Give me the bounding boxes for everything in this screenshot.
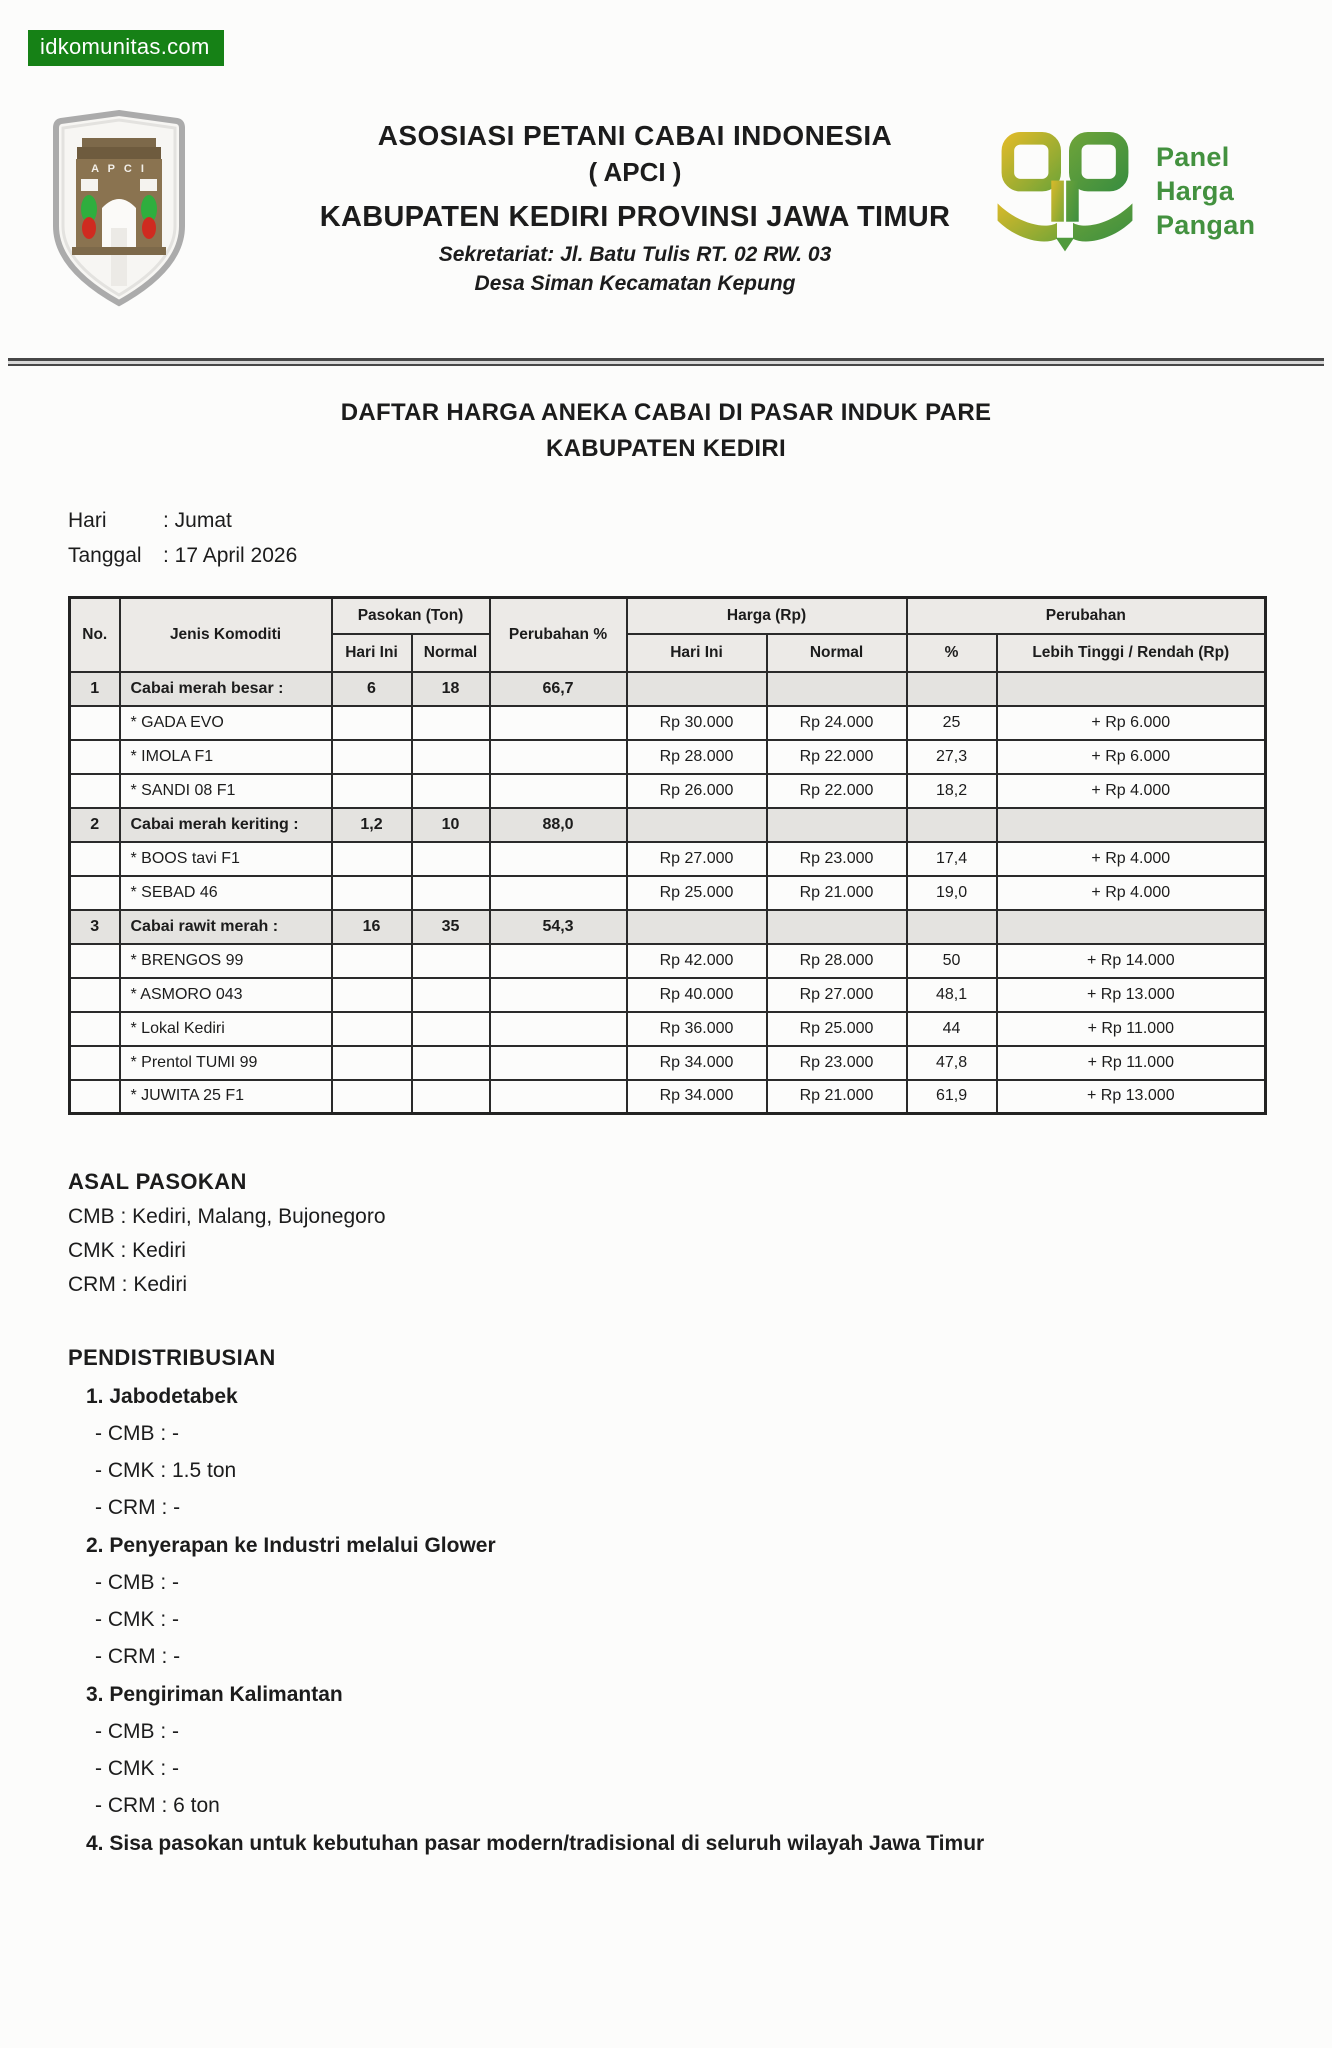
commodity-row [70, 740, 1266, 774]
cell-perubahan-pct [490, 1046, 627, 1080]
cell-perubahan-pct [490, 842, 627, 876]
secretariat-address-line1: Sekretariat: Jl. Batu Tulis RT. 02 RW. 03 [438, 243, 832, 266]
cell-perubahan-pct [490, 774, 627, 808]
cell-pct: 27,3 [907, 740, 997, 774]
cell-pasokan-normal: 10 [412, 808, 490, 842]
cell-pct: 19,0 [907, 876, 997, 910]
cell-harga-normal [767, 672, 907, 706]
cell-harga-hari-ini: Rp 25.000 [627, 876, 767, 910]
cell-harga-hari-ini: Rp 36.000 [627, 1012, 767, 1046]
cell-perubahan-pct [490, 944, 627, 978]
cell-harga-hari-ini: Rp 30.000 [627, 706, 767, 740]
header-pasokan-group: Pasokan (Ton) [332, 598, 490, 634]
header-divider-rule [8, 358, 1324, 366]
meta-date-value: : 17 April 2026 [163, 544, 298, 567]
cell-pasokan-normal [412, 842, 490, 876]
cell-harga-normal: Rp 24.000 [767, 706, 907, 740]
document-body [0, 385, 1332, 1856]
cell-perubahan-pct [490, 1012, 627, 1046]
cell-selisih: + Rp 13.000 [997, 978, 1266, 1012]
cell-pct: 50 [907, 944, 997, 978]
header-pasokan-hari-ini: Hari Ini [332, 634, 412, 672]
cell-komoditi: Cabai merah besar : [120, 672, 332, 706]
pendistribusian-list [68, 1385, 1332, 1856]
pendistribusian-sub-line: - CMK : 1.5 ton [95, 1459, 237, 1482]
meta-date-row [68, 544, 1332, 568]
org-name-line2: ( APCI ) [588, 157, 682, 187]
cell-pct: 47,8 [907, 1046, 997, 1080]
cell-pasokan-hari-ini [332, 944, 412, 978]
cell-pasokan-normal [412, 944, 490, 978]
org-name-line1: ASOSIASI PETANI CABAI INDONESIA [377, 120, 893, 151]
document-title-line1: DAFTAR HARGA ANEKA CABAI DI PASAR INDUK PARE [340, 399, 992, 426]
cell-selisih: + Rp 4.000 [997, 774, 1266, 808]
commodity-row [70, 842, 1266, 876]
cell-harga-normal: Rp 23.000 [767, 1046, 907, 1080]
pendistribusian-item-title: 2. Penyerapan ke Industri melalui Glower [86, 1534, 496, 1557]
header-harga-group: Harga (Rp) [627, 598, 907, 634]
cell-pct: 61,9 [907, 1080, 997, 1114]
cell-pasokan-normal [412, 876, 490, 910]
cell-no [70, 1080, 120, 1114]
commodity-row [70, 1080, 1266, 1114]
cell-komoditi: * BOOS tavi F1 [120, 842, 332, 876]
php-line-panel: Panel [1156, 142, 1230, 173]
pendistribusian-sub-line: - CMK : - [95, 1757, 179, 1780]
cell-komoditi: * Prentol TUMI 99 [120, 1046, 332, 1080]
cell-perubahan-pct: 66,7 [490, 672, 627, 706]
category-row [70, 910, 1266, 944]
cell-perubahan-pct [490, 706, 627, 740]
document-meta [68, 509, 1332, 568]
cell-harga-hari-ini: Rp 26.000 [627, 774, 767, 808]
cell-perubahan-pct: 54,3 [490, 910, 627, 944]
cell-pct [907, 808, 997, 842]
cell-no [70, 1012, 120, 1046]
pendistribusian-sub-line: - CRM : - [95, 1496, 181, 1519]
price-table [68, 596, 1267, 1115]
commodity-row [70, 1012, 1266, 1046]
meta-date-label: Tanggal [68, 544, 142, 567]
header-perubahan-pct: Perubahan % [490, 598, 627, 672]
leaf-book-icon [990, 128, 1140, 256]
cell-pasokan-hari-ini [332, 842, 412, 876]
cell-komoditi: * Lokal Kediri [120, 1012, 332, 1046]
cell-pct: 25 [907, 706, 997, 740]
cell-pasokan-hari-ini [332, 1012, 412, 1046]
cell-no: 3 [70, 910, 120, 944]
cell-pasokan-hari-ini [332, 876, 412, 910]
cell-harga-normal: Rp 27.000 [767, 978, 907, 1012]
cell-selisih: + Rp 6.000 [997, 740, 1266, 774]
pendistribusian-section [68, 1345, 1332, 1856]
cell-no [70, 774, 120, 808]
cell-pasokan-hari-ini [332, 774, 412, 808]
cell-komoditi: * SANDI 08 F1 [120, 774, 332, 808]
cell-pasokan-normal [412, 1046, 490, 1080]
commodity-row [70, 978, 1266, 1012]
cell-selisih: + Rp 4.000 [997, 876, 1266, 910]
pendistribusian-sub-line: - CMB : - [95, 1720, 179, 1743]
cell-pasokan-hari-ini [332, 1080, 412, 1114]
watermark-badge: idkomunitas.com [28, 30, 224, 66]
cell-pct [907, 672, 997, 706]
org-header [250, 120, 1020, 296]
cell-harga-normal [767, 910, 907, 944]
cell-pasokan-normal: 35 [412, 910, 490, 944]
cell-pasokan-normal [412, 774, 490, 808]
pendistribusian-item-title: 3. Pengiriman Kalimantan [86, 1683, 343, 1706]
cell-komoditi: Cabai rawit merah : [120, 910, 332, 944]
cell-komoditi: * IMOLA F1 [120, 740, 332, 774]
cell-komoditi: * GADA EVO [120, 706, 332, 740]
cell-komoditi: * SEBAD 46 [120, 876, 332, 910]
cell-pasokan-hari-ini [332, 706, 412, 740]
cell-pct: 18,2 [907, 774, 997, 808]
header-harga-hari-ini: Hari Ini [627, 634, 767, 672]
cell-harga-normal: Rp 25.000 [767, 1012, 907, 1046]
price-table-header [70, 598, 1266, 672]
header-pasokan-normal: Normal [412, 634, 490, 672]
header-pct: % [907, 634, 997, 672]
cell-harga-hari-ini [627, 672, 767, 706]
cell-harga-normal: Rp 22.000 [767, 774, 907, 808]
cell-pct: 48,1 [907, 978, 997, 1012]
cell-pasokan-hari-ini [332, 740, 412, 774]
org-region-line: KABUPATEN KEDIRI PROVINSI JAWA TIMUR [319, 201, 951, 233]
header-no: No. [70, 598, 120, 672]
price-table-body [70, 672, 1266, 1114]
cell-pasokan-normal [412, 978, 490, 1012]
cell-selisih: + Rp 11.000 [997, 1012, 1266, 1046]
cell-selisih [997, 672, 1266, 706]
pendistribusian-heading: PENDISTRIBUSIAN [68, 1345, 276, 1370]
cell-pasokan-hari-ini [332, 1046, 412, 1080]
asal-pasokan-section [68, 1169, 1332, 1297]
cell-no [70, 944, 120, 978]
cell-no [70, 1046, 120, 1080]
cell-harga-hari-ini: Rp 28.000 [627, 740, 767, 774]
cell-harga-hari-ini: Rp 40.000 [627, 978, 767, 1012]
cell-perubahan-pct [490, 978, 627, 1012]
cell-selisih: + Rp 4.000 [997, 842, 1266, 876]
cell-pasokan-hari-ini [332, 978, 412, 1012]
secretariat-address-line2: Desa Siman Kecamatan Kepung [474, 272, 796, 295]
cell-harga-hari-ini [627, 910, 767, 944]
cell-perubahan-pct [490, 740, 627, 774]
cell-pct: 17,4 [907, 842, 997, 876]
header-harga-normal: Normal [767, 634, 907, 672]
pendistribusian-sub-line: - CMK : - [95, 1608, 179, 1631]
cell-selisih: + Rp 6.000 [997, 706, 1266, 740]
cell-harga-normal: Rp 22.000 [767, 740, 907, 774]
cell-no [70, 706, 120, 740]
cell-no: 1 [70, 672, 120, 706]
cell-selisih [997, 808, 1266, 842]
commodity-row [70, 1046, 1266, 1080]
commodity-row [70, 774, 1266, 808]
cell-harga-hari-ini: Rp 34.000 [627, 1080, 767, 1114]
cell-harga-normal: Rp 21.000 [767, 876, 907, 910]
cell-pasokan-normal [412, 740, 490, 774]
header-perubahan-group: Perubahan [907, 598, 1266, 634]
cell-no [70, 876, 120, 910]
asal-pasokan-heading: ASAL PASOKAN [68, 1169, 247, 1194]
cell-harga-normal: Rp 28.000 [767, 944, 907, 978]
cell-komoditi: * ASMORO 043 [120, 978, 332, 1012]
cell-selisih: + Rp 11.000 [997, 1046, 1266, 1080]
header-jenis-komoditi: Jenis Komoditi [120, 598, 332, 672]
cell-harga-hari-ini: Rp 27.000 [627, 842, 767, 876]
asal-line-cmb: CMB : Kediri, Malang, Bujonegoro [68, 1205, 386, 1228]
commodity-row [70, 706, 1266, 740]
pendistribusian-item-title: 4. Sisa pasokan untuk kebutuhan pasar modern/tradisional di seluruh wilayah Jawa Timur [86, 1832, 985, 1855]
meta-day-label: Hari [68, 509, 107, 532]
cell-harga-hari-ini: Rp 42.000 [627, 944, 767, 978]
cell-komoditi: * JUWITA 25 F1 [120, 1080, 332, 1114]
pendistribusian-sub-line: - CRM : 6 ton [95, 1794, 220, 1817]
shield-apci-text: A P C I [91, 163, 147, 175]
header-selisih: Lebih Tinggi / Rendah (Rp) [997, 634, 1266, 672]
cell-no [70, 978, 120, 1012]
cell-komoditi: * BRENGOS 99 [120, 944, 332, 978]
category-row [70, 808, 1266, 842]
document-title-line2: KABUPATEN KEDIRI [546, 435, 786, 462]
cell-pasokan-normal [412, 1080, 490, 1114]
cell-selisih: + Rp 14.000 [997, 944, 1266, 978]
pendistribusian-sub-line: - CMB : - [95, 1571, 179, 1594]
cell-no: 2 [70, 808, 120, 842]
cell-pct [907, 910, 997, 944]
cell-no [70, 740, 120, 774]
cell-pasokan-hari-ini: 16 [332, 910, 412, 944]
cell-pasokan-hari-ini: 1,2 [332, 808, 412, 842]
meta-day-row [68, 509, 1332, 533]
apci-shield-logo [48, 108, 190, 313]
meta-day-value: : Jumat [163, 509, 232, 532]
pendistribusian-item-title: 1. Jabodetabek [86, 1385, 238, 1408]
panel-harga-pangan-logo [990, 128, 1255, 256]
cell-pasokan-hari-ini: 6 [332, 672, 412, 706]
cell-harga-normal: Rp 21.000 [767, 1080, 907, 1114]
cell-pct: 44 [907, 1012, 997, 1046]
cell-perubahan-pct [490, 1080, 627, 1114]
php-line-pangan: Pangan [1156, 209, 1256, 240]
cell-no [70, 842, 120, 876]
cell-harga-normal [767, 808, 907, 842]
commodity-row [70, 944, 1266, 978]
category-row [70, 672, 1266, 706]
cell-selisih [997, 910, 1266, 944]
cell-selisih: + Rp 13.000 [997, 1080, 1266, 1114]
shield-icon [48, 108, 190, 308]
cell-pasokan-normal [412, 1012, 490, 1046]
cell-harga-hari-ini: Rp 34.000 [627, 1046, 767, 1080]
cell-komoditi: Cabai merah keriting : [120, 808, 332, 842]
document-title [0, 395, 1332, 467]
cell-perubahan-pct [490, 876, 627, 910]
cell-harga-normal: Rp 23.000 [767, 842, 907, 876]
pendistribusian-sub-line: - CMB : - [95, 1422, 179, 1445]
cell-pasokan-normal: 18 [412, 672, 490, 706]
cell-harga-hari-ini [627, 808, 767, 842]
php-line-harga: Harga [1156, 176, 1235, 207]
commodity-row [70, 876, 1266, 910]
pendistribusian-sub-line: - CRM : - [95, 1645, 181, 1668]
asal-line-crm: CRM : Kediri [68, 1273, 188, 1296]
cell-pasokan-normal [412, 706, 490, 740]
panel-harga-pangan-text [1156, 141, 1255, 242]
asal-line-cmk: CMK : Kediri [68, 1239, 186, 1262]
cell-perubahan-pct: 88,0 [490, 808, 627, 842]
